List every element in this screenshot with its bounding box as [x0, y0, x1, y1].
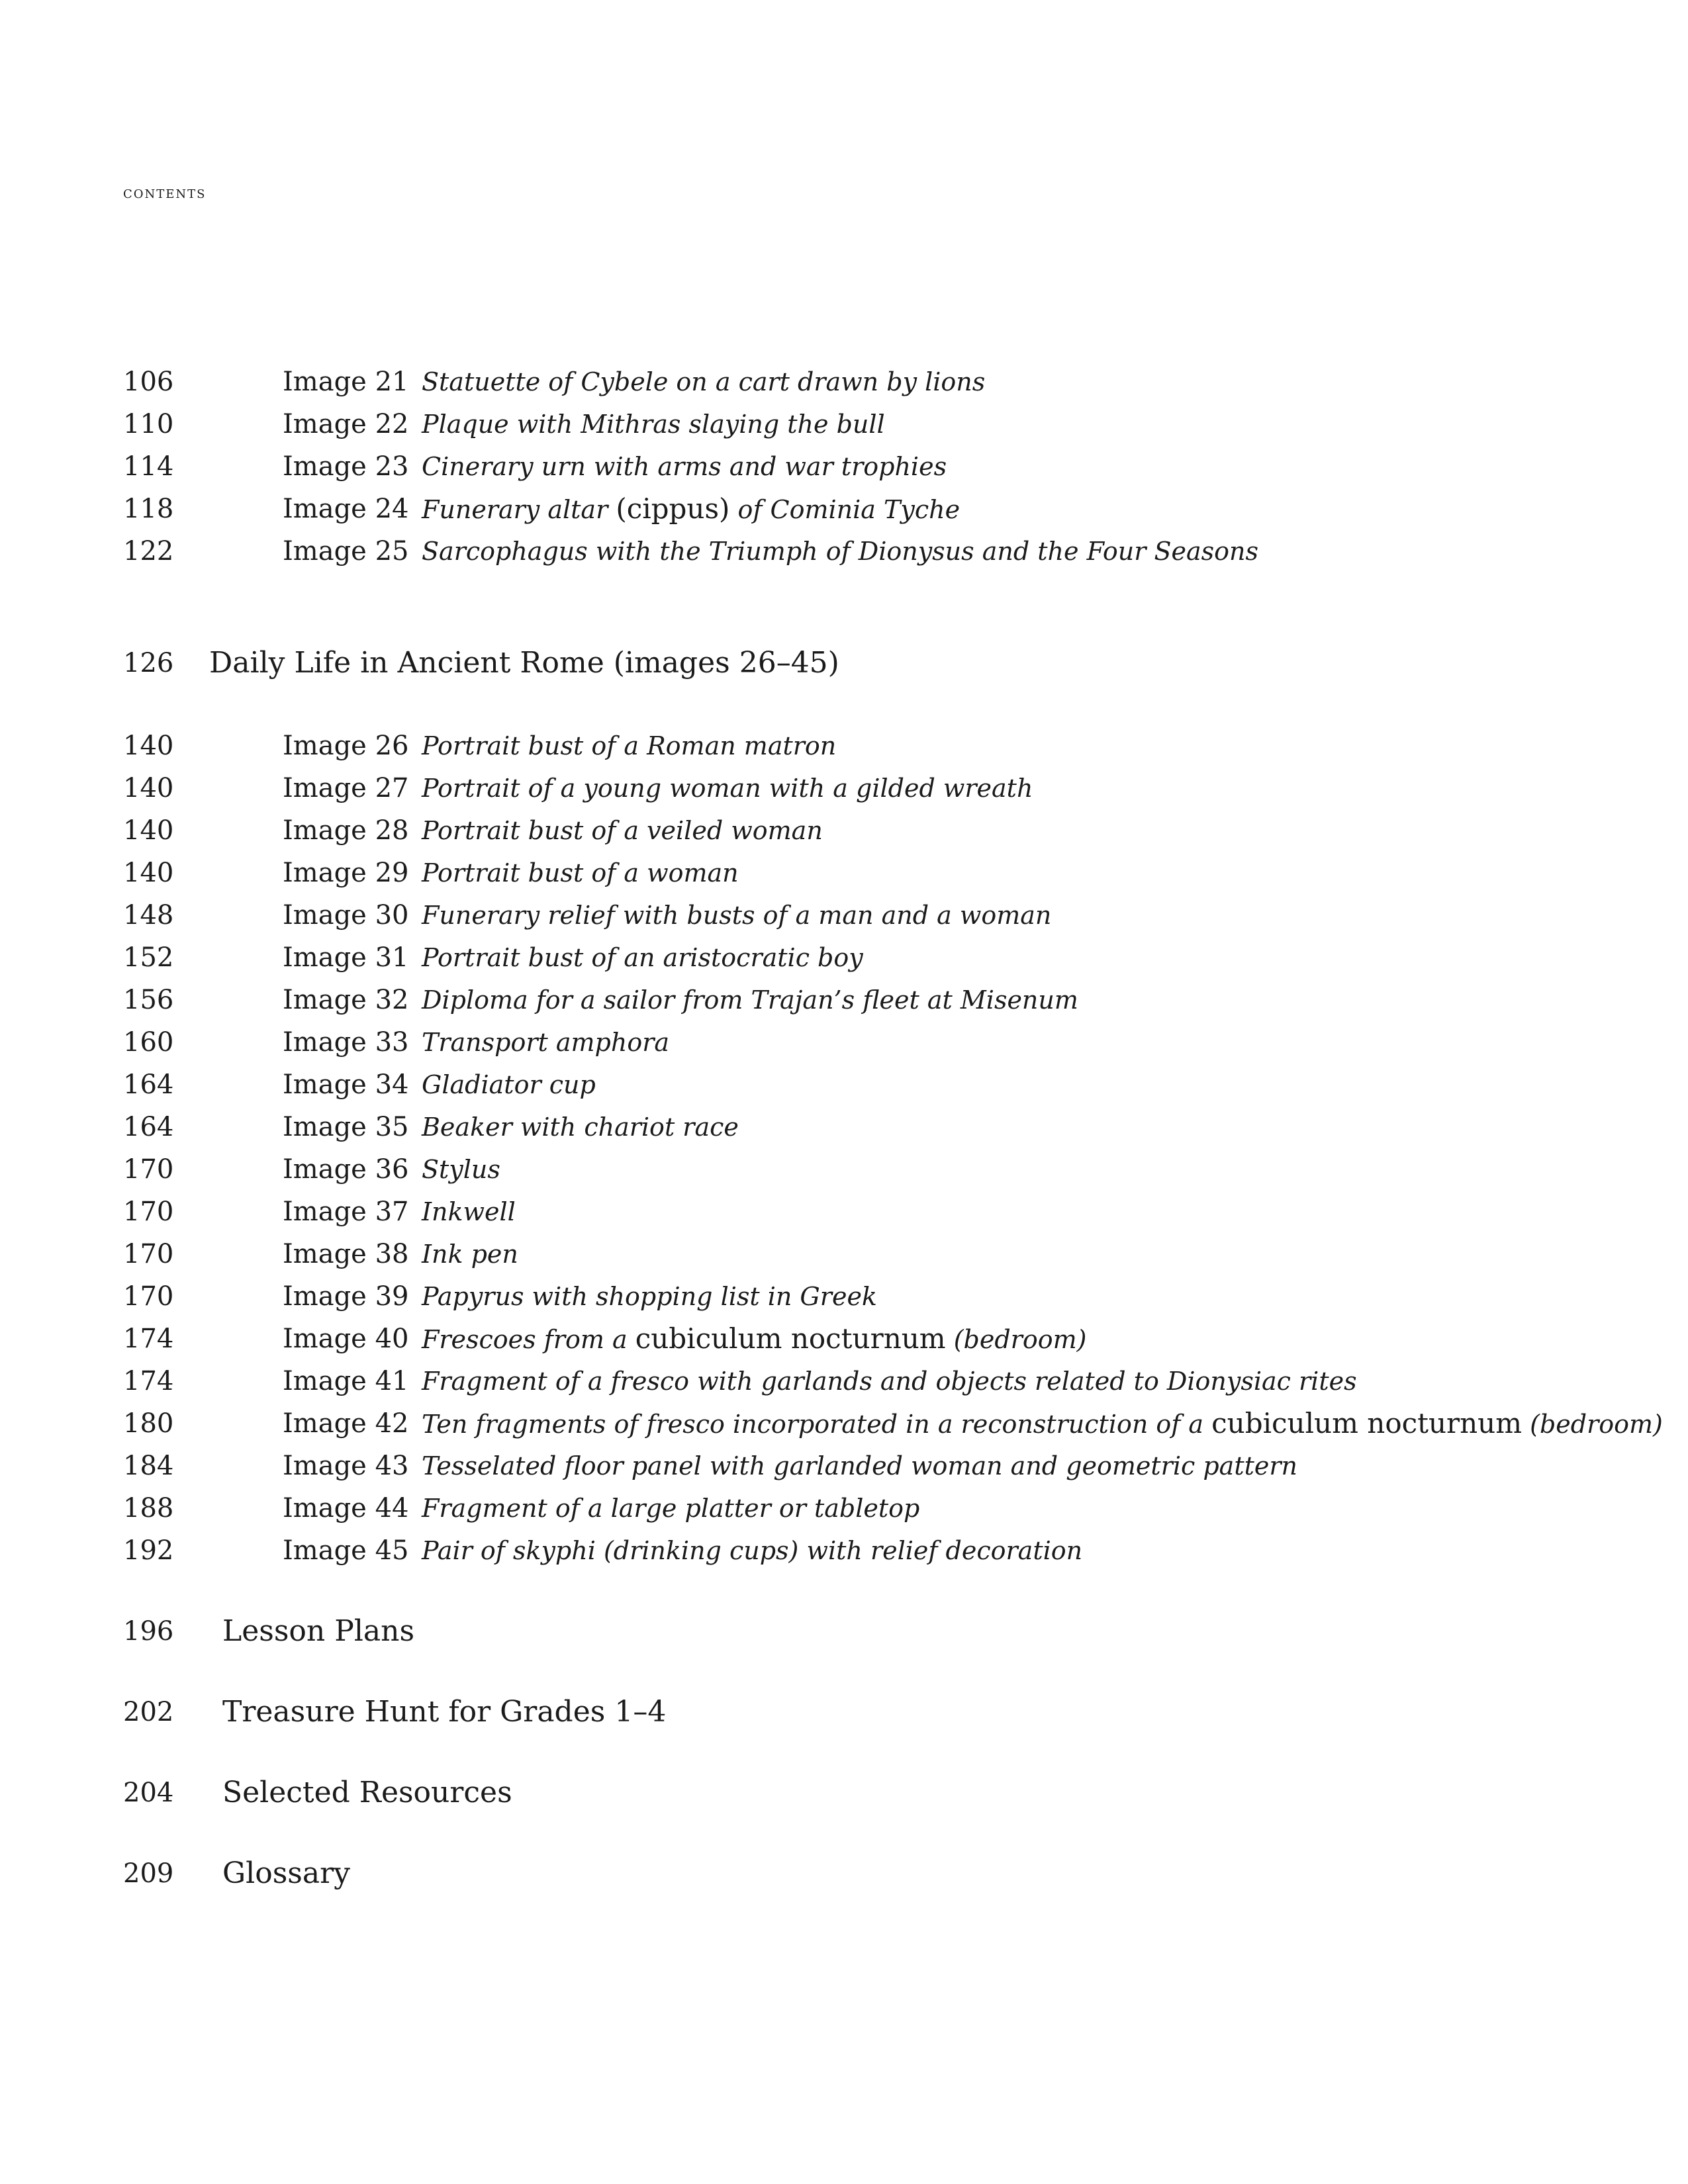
title-text: Fragment of a large platter or tabletop [422, 1494, 920, 1523]
image-label: Image 31 [283, 942, 409, 973]
image-title [422, 1529, 1082, 1572]
toc-entry[interactable] [123, 1402, 1663, 1445]
page-number: 174 [123, 1324, 174, 1354]
image-title [422, 936, 863, 979]
title-text: Ink pen [422, 1240, 518, 1269]
title-text: Inkwell [422, 1197, 516, 1226]
image-label: Image 25 [283, 536, 409, 567]
section-title: Daily Life in Ancient Rome (images 26–45) [209, 646, 839, 680]
image-label: Image 39 [283, 1281, 409, 1312]
title-text: Portrait bust of a Roman matron [422, 731, 837, 760]
toc-entry[interactable] [123, 894, 1613, 936]
page-number: 170 [123, 1197, 174, 1227]
toc-entry[interactable] [123, 403, 1613, 445]
image-label: Image 42 [283, 1408, 409, 1439]
image-label: Image 43 [283, 1451, 409, 1481]
image-title [422, 894, 1051, 936]
title-text: Funerary altar [422, 495, 616, 524]
title-text: Gladiator cup [422, 1070, 596, 1099]
page-number: 140 [123, 815, 174, 846]
title-text: Transport amphora [422, 1028, 670, 1057]
title-text: Portrait bust of a veiled woman [422, 816, 823, 845]
image-label: Image 35 [283, 1112, 409, 1142]
title-text: Tesselated floor panel with garlanded woman and geometric pattern [422, 1451, 1298, 1480]
page-number: 184 [123, 1451, 174, 1481]
toc-entry[interactable] [123, 852, 1613, 894]
toc-entry[interactable] [123, 1445, 1613, 1487]
page-number: 114 [123, 451, 174, 482]
image-label: Image 40 [283, 1324, 409, 1354]
section-title: Treasure Hunt for Grades 1–4 [222, 1695, 667, 1729]
image-title [422, 1021, 669, 1064]
toc-entry[interactable] [123, 361, 1613, 403]
image-title [422, 1233, 518, 1275]
image-label: Image 22 [283, 409, 409, 439]
page-number: 156 [123, 985, 174, 1015]
image-label: Image 29 [283, 858, 409, 888]
running-header: contents [123, 183, 207, 203]
title-upright-term: cubiculum nocturnum [1211, 1407, 1523, 1439]
image-title [422, 1275, 877, 1318]
toc-entry[interactable] [123, 1148, 1613, 1191]
toc-entry[interactable] [123, 1191, 1613, 1233]
image-label: Image 36 [283, 1154, 409, 1185]
page-number: 110 [123, 409, 174, 439]
toc-entry[interactable] [123, 1233, 1613, 1275]
image-title [422, 809, 823, 852]
page-number: 106 [123, 367, 174, 397]
title-text: of Cominia Tyche [729, 495, 961, 524]
image-title [422, 1360, 1357, 1402]
image-title [422, 445, 947, 488]
image-label: Image 30 [283, 900, 409, 931]
image-label: Image 41 [283, 1366, 409, 1396]
title-text: Frescoes from a [422, 1325, 635, 1354]
toc-entry[interactable] [123, 725, 1613, 767]
page-number: 170 [123, 1154, 174, 1185]
title-text: (bedroom) [945, 1325, 1087, 1354]
toc-entry[interactable] [123, 1064, 1613, 1106]
toc-entry[interactable] [123, 1360, 1613, 1402]
section-page-number: 202 [123, 1697, 174, 1727]
contents-list-images-26-45 [123, 725, 1663, 1572]
image-label: Image 34 [283, 1069, 409, 1100]
title-text: Ten fragments of fresco incorporated in a reconstruction of a [422, 1410, 1212, 1439]
title-text: Beaker with chariot race [422, 1113, 739, 1142]
page-number: 148 [123, 900, 174, 931]
page-number: 174 [123, 1366, 174, 1396]
toc-entry[interactable] [123, 488, 1613, 530]
image-label: Image 44 [283, 1493, 409, 1524]
page-number: 192 [123, 1535, 174, 1566]
image-title [422, 852, 739, 894]
toc-entry[interactable] [123, 530, 1613, 572]
section-page-number: 196 [123, 1616, 174, 1647]
toc-entry[interactable] [123, 445, 1613, 488]
title-text: Portrait bust of an aristocratic boy [422, 943, 863, 972]
toc-entry[interactable] [123, 979, 1613, 1021]
page-number: 160 [123, 1027, 174, 1058]
title-text: Cinerary urn with arms and war trophies [422, 452, 947, 481]
toc-entry[interactable] [123, 1275, 1613, 1318]
title-text: Pair of skyphi (drinking cups) with relief decoration [422, 1536, 1083, 1565]
page-number: 170 [123, 1281, 174, 1312]
page-number: 170 [123, 1239, 174, 1269]
image-title [422, 1191, 516, 1233]
image-label: Image 21 [283, 367, 409, 397]
section-page-number: 204 [123, 1778, 174, 1808]
page-number: 188 [123, 1493, 174, 1524]
image-title [422, 530, 1258, 572]
image-title [422, 1148, 500, 1191]
title-text: Diploma for a sailor from Trajan’s fleet at Misenum [422, 985, 1078, 1015]
toc-entry[interactable] [123, 1021, 1613, 1064]
image-label: Image 38 [283, 1239, 409, 1269]
title-text: Papyrus with shopping list in Greek [422, 1282, 877, 1311]
image-title [422, 1064, 596, 1106]
title-text: (bedroom) [1522, 1410, 1663, 1439]
section-title: Lesson Plans [222, 1614, 415, 1648]
image-title [422, 1402, 1663, 1445]
section-page-number: 126 [123, 648, 174, 678]
toc-entry[interactable] [123, 1529, 1613, 1572]
title-text: Funerary relief with busts of a man and a woman [422, 901, 1052, 930]
page-number: 164 [123, 1112, 174, 1142]
title-text: Plaque with Mithras slaying the bull [422, 410, 885, 439]
title-text: Portrait of a young woman with a gilded wreath [422, 774, 1033, 803]
image-title [422, 1106, 739, 1148]
image-label: Image 24 [283, 494, 409, 524]
toc-entry[interactable] [123, 1106, 1613, 1148]
toc-entry[interactable] [123, 767, 1613, 809]
toc-entry[interactable] [123, 809, 1613, 852]
title-upright-term: cubiculum nocturnum [635, 1322, 946, 1355]
toc-entry[interactable] [123, 936, 1613, 979]
page-number: 140 [123, 731, 174, 761]
image-label: Image 32 [283, 985, 409, 1015]
image-label: Image 37 [283, 1197, 409, 1227]
image-title [422, 1487, 919, 1529]
page-number: 164 [123, 1069, 174, 1100]
section-page-number: 209 [123, 1858, 174, 1889]
contents-list-images-21-25 [123, 361, 1613, 572]
image-title [422, 725, 836, 767]
title-text: Portrait bust of a woman [422, 858, 739, 887]
image-title [422, 488, 960, 531]
image-title [422, 979, 1078, 1021]
title-upright-term: (cippus) [616, 492, 730, 525]
image-label: Image 45 [283, 1535, 409, 1566]
image-title [422, 1318, 1086, 1361]
page-number: 140 [123, 858, 174, 888]
image-label: Image 27 [283, 773, 409, 803]
image-label: Image 28 [283, 815, 409, 846]
image-title [422, 403, 885, 445]
page-number: 118 [123, 494, 174, 524]
image-title [422, 1445, 1297, 1487]
toc-entry[interactable] [123, 1318, 1613, 1360]
image-title [422, 767, 1033, 809]
section-title: Glossary [222, 1856, 350, 1890]
title-text: Sarcophagus with the Triumph of Dionysus and the Four Seasons [422, 537, 1258, 566]
page-number: 122 [123, 536, 174, 567]
title-text: Fragment of a fresco with garlands and objects related to Dionysiac rites [422, 1367, 1357, 1396]
image-label: Image 33 [283, 1027, 409, 1058]
image-label: Image 26 [283, 731, 409, 761]
image-title [422, 361, 985, 403]
title-text: Stylus [422, 1155, 500, 1184]
page-number: 140 [123, 773, 174, 803]
toc-entry[interactable] [123, 1487, 1613, 1529]
section-title: Selected Resources [222, 1776, 512, 1809]
image-label: Image 23 [283, 451, 409, 482]
page-number: 180 [123, 1408, 174, 1439]
title-text: Statuette of Cybele on a cart drawn by lions [422, 367, 986, 396]
page-number: 152 [123, 942, 174, 973]
